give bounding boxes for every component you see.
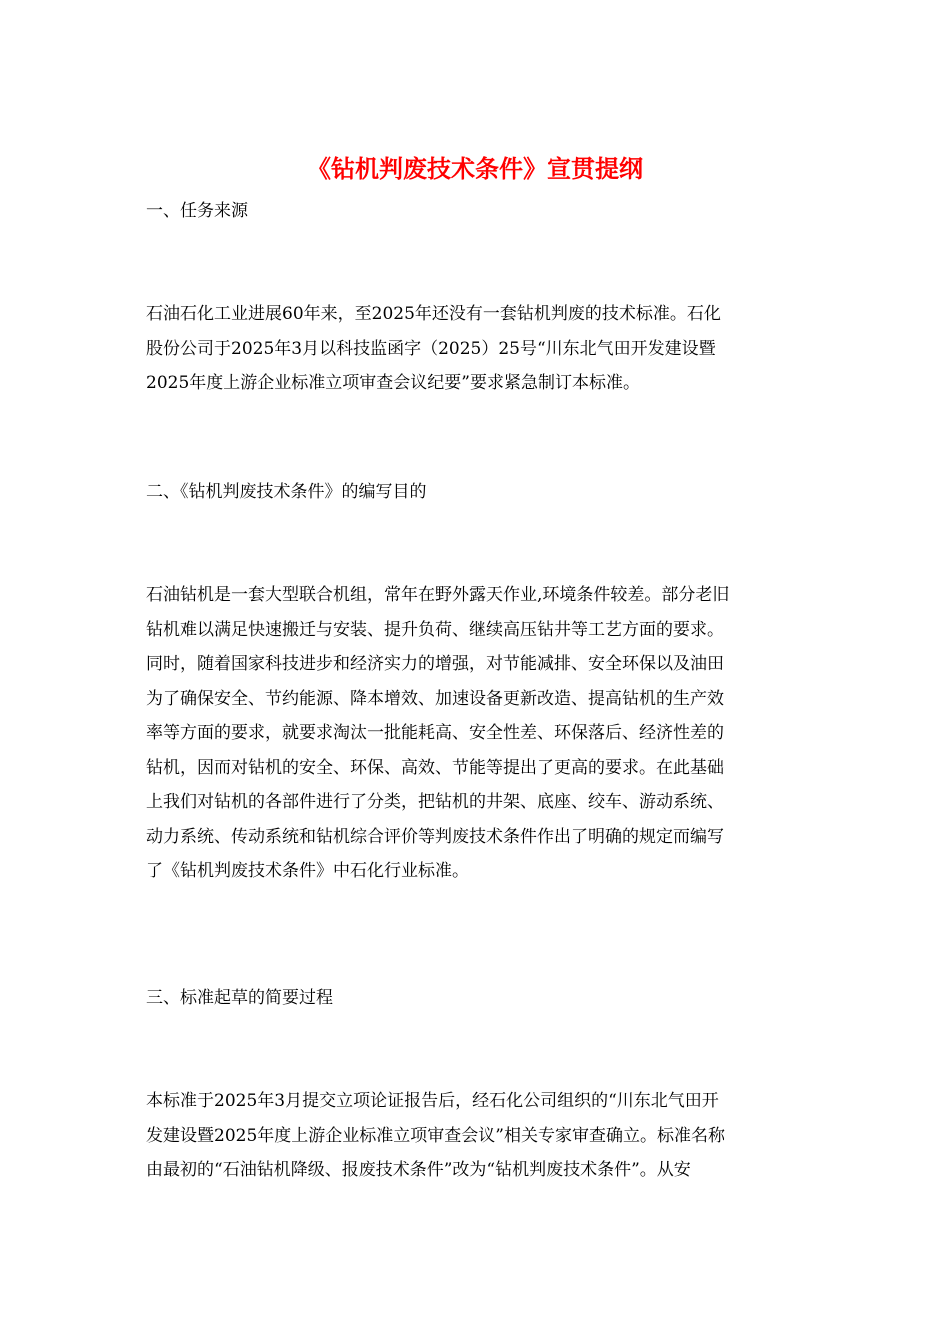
section-paragraph-2: [146, 578, 806, 889]
paragraph-line: 钻机，因而对钻机的安全、环保、高效、节能等提出了更高的要求。在此基础: [146, 757, 724, 778]
paragraph-line: 上我们对钻机的各部件进行了分类，把钻机的井架、底座、绞车、游动系统、: [146, 792, 724, 812]
paragraph-line: 发建设暨2025年度上游企业标准立项审查会议”相关专家审查确立。标准名称: [146, 1125, 725, 1146]
paragraph-line: 了《钻机判废技术条件》中石化行业标准。: [146, 861, 469, 881]
paragraph-line: 石油石化工业进展60年来，至2025年还没有一套钻机判废的技术标准。石化: [146, 304, 721, 324]
paragraph-line: 石油钻机是一套大型联合机组，常年在野外露天作业,环境条件较差。部分老旧: [146, 585, 730, 605]
paragraph-line: 2025年度上游企业标准立项审查会议纪要”要求紧急制订本标准。: [146, 373, 640, 393]
paragraph-line: 为了确保安全、节约能源、降本增效、加速设备更新改造、提高钻机的生产效: [146, 688, 724, 709]
section-paragraph-3: [146, 1084, 806, 1188]
paragraph-line: 动力系统、传动系统和钻机综合评价等判废技术条件作出了明确的规定而编写: [146, 826, 724, 847]
section-heading-1: 一、任务来源: [146, 201, 248, 221]
paragraph-line: 率等方面的要求，就要求淘汰一批能耗高、安全性差、环保落后、经济性差的: [146, 723, 724, 743]
section-heading-3: 三、标准起草的简要过程: [146, 988, 333, 1008]
paragraph-line: 由最初的“石油钻机降级、报废技术条件”改为“钻机判废技术条件”。从安: [146, 1160, 691, 1180]
paragraph-line: 钻机难以满足快速搬迁与安装、提升负荷、继续高压钻井等工艺方面的要求。: [146, 619, 724, 640]
section-paragraph-1: [146, 297, 806, 401]
paragraph-line: 股份公司于2025年3月以科技监函字（2025）25号“川东北气田开发建设暨: [146, 338, 716, 359]
paragraph-line: 本标准于2025年3月提交立项论证报告后，经石化公司组织的“川东北气田开: [146, 1091, 719, 1111]
document-title: 《钻机判废技术条件》宣贯提纲: [307, 154, 643, 183]
paragraph-line: 同时，随着国家科技进步和经济实力的增强，对节能减排、安全环保以及油田: [146, 654, 724, 674]
section-heading-2: 二、《钻机判废技术条件》的编写目的: [146, 482, 427, 502]
